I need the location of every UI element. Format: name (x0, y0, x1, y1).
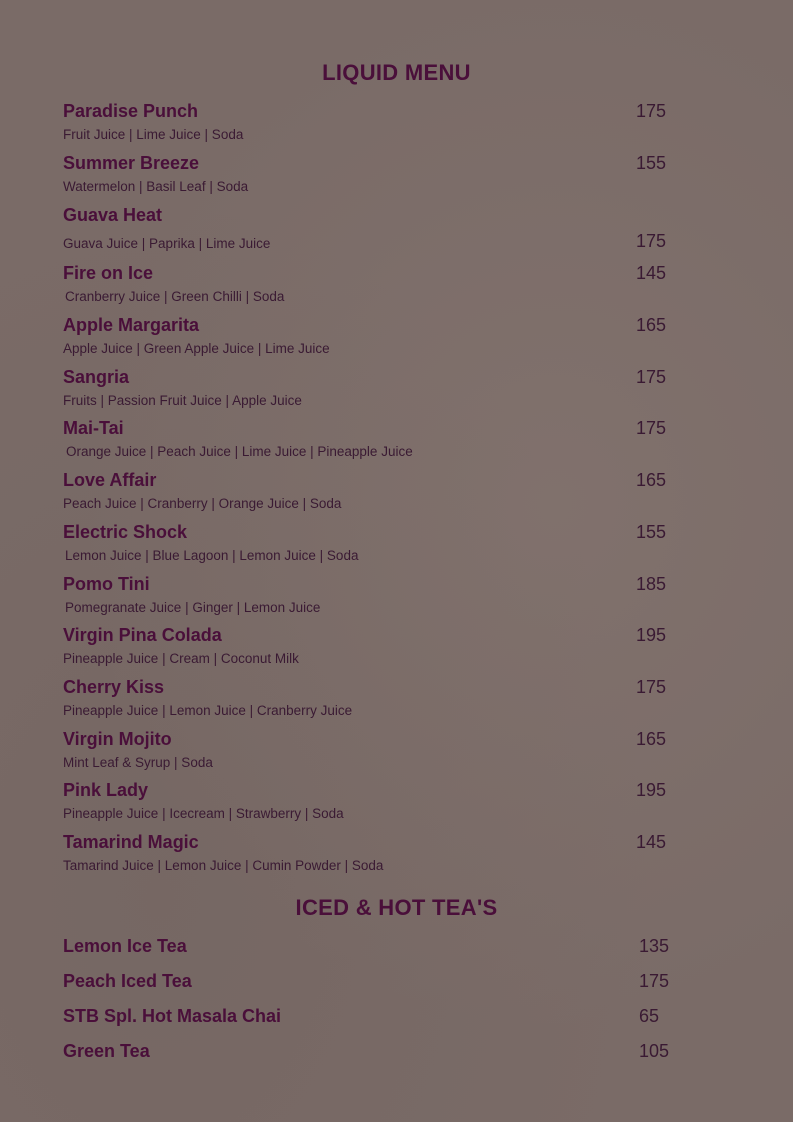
item-price: 155 (636, 522, 667, 542)
item-name: Cherry Kiss (63, 677, 165, 697)
item-name: Virgin Pina Colada (63, 625, 222, 645)
item-description: Cranberry Juice | Green Chilli | Soda (65, 289, 285, 304)
item-name: Pomo Tini (63, 574, 150, 594)
item-name: Peach Iced Tea (63, 971, 192, 991)
item-price: 105 (639, 1041, 670, 1061)
item-description: Lemon Juice | Blue Lagoon | Lemon Juice | Soda (65, 548, 359, 563)
item-name: Green Tea (63, 1041, 150, 1061)
item-price: 175 (636, 677, 667, 697)
item-price: 145 (636, 263, 667, 283)
item-description: Fruit Juice | Lime Juice | Soda (63, 127, 244, 142)
item-description: Tamarind Juice | Lemon Juice | Cumin Powder | Soda (63, 858, 384, 873)
item-price: 155 (636, 153, 667, 173)
item-name: Apple Margarita (63, 315, 200, 335)
item-description: Orange Juice | Peach Juice | Lime Juice | Pineapple Juice (66, 444, 413, 459)
item-description: Peach Juice | Cranberry | Orange Juice | Soda (63, 496, 342, 511)
item-description: Pineapple Juice | Lemon Juice | Cranberry Juice (63, 703, 353, 718)
item-name: Lemon Ice Tea (63, 936, 187, 956)
item-description: Fruits | Passion Fruit Juice | Apple Juice (63, 393, 302, 408)
tea-menu-heading: ICED & HOT TEA'S (295, 895, 498, 920)
item-name: Fire on Ice (63, 263, 154, 283)
item-price: 165 (636, 470, 667, 490)
item-description: Pineapple Juice | Icecream | Strawberry | Soda (63, 806, 344, 821)
item-price: 175 (636, 367, 667, 387)
item-price: 65 (639, 1006, 660, 1026)
item-price: 165 (636, 315, 667, 335)
item-price: 185 (636, 574, 667, 594)
item-price: 175 (636, 101, 667, 121)
item-description: Pineapple Juice | Cream | Coconut Milk (63, 651, 299, 666)
item-name: STB Spl. Hot Masala Chai (63, 1006, 282, 1026)
item-name: Sangria (63, 367, 130, 387)
item-price: 195 (636, 780, 667, 800)
item-name: Love Affair (63, 470, 157, 490)
item-description: Guava Juice | Paprika | Lime Juice (63, 236, 271, 251)
item-description: Pomegranate Juice | Ginger | Lemon Juice (65, 600, 321, 615)
item-name: Tamarind Magic (63, 832, 199, 852)
item-description: Apple Juice | Green Apple Juice | Lime Juice (63, 341, 330, 356)
item-name: Guava Heat (63, 205, 163, 225)
item-name: Paradise Punch (63, 101, 199, 121)
item-price: 165 (636, 729, 667, 749)
item-price: 175 (636, 418, 667, 438)
item-price: 135 (639, 936, 670, 956)
item-price: 195 (636, 625, 667, 645)
item-price: 175 (636, 231, 667, 251)
item-name: Mai-Tai (63, 418, 124, 438)
item-price: 175 (639, 971, 670, 991)
liquid-menu-heading: LIQUID MENU (322, 60, 471, 85)
item-name: Virgin Mojito (63, 729, 172, 749)
item-name: Summer Breeze (63, 153, 200, 173)
item-name: Electric Shock (63, 522, 188, 542)
item-name: Pink Lady (63, 780, 149, 800)
item-price: 145 (636, 832, 667, 852)
item-description: Mint Leaf & Syrup | Soda (63, 755, 213, 770)
item-description: Watermelon | Basil Leaf | Soda (63, 179, 249, 194)
